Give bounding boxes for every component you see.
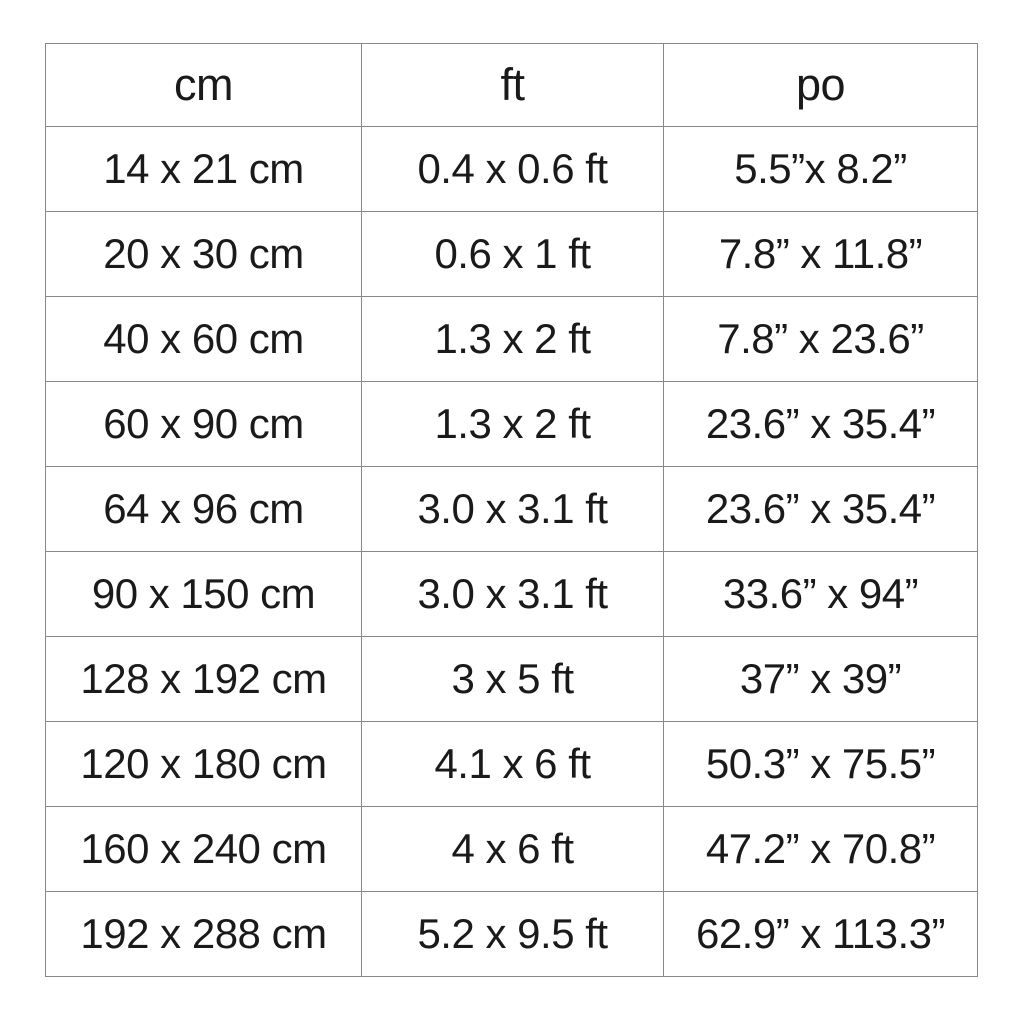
table-row [46,551,977,636]
table-cell: 7.8” x 23.6” [663,297,977,381]
table-cell: 1.3 x 2 ft [361,297,663,381]
header-cell-cm: cm [174,59,233,110]
table-cell: 20 x 30 cm [103,230,304,277]
header-cell-po: po [663,44,977,126]
table-cell: 4.1 x 6 ft [361,722,663,806]
table-row [46,806,977,891]
table-cell: 1.3 x 2 ft [361,382,663,466]
table-cell: 0.4 x 0.6 ft [361,127,663,211]
table-cell: 62.9” x 113.3” [663,892,977,976]
table-cell: 160 x 240 cm [80,825,327,872]
table-row [46,381,977,466]
table-cell: 3.0 x 3.1 ft [361,552,663,636]
table-cell: 5.5”x 8.2” [663,127,977,211]
header-cell-ft: ft [361,44,663,126]
table-row [46,891,977,976]
table-cell: 37” x 39” [663,637,977,721]
table-cell: 0.6 x 1 ft [361,212,663,296]
table-row [46,636,977,721]
table-cell: 3.0 x 3.1 ft [361,467,663,551]
table-cell: 90 x 150 cm [91,570,316,617]
table-row [46,211,977,296]
table-cell: 23.6” x 35.4” [663,467,977,551]
table-cell: 50.3” x 75.5” [663,722,977,806]
table-row [46,296,977,381]
table-cell: 60 x 90 cm [103,400,304,447]
table-cell: 192 x 288 cm [80,910,327,957]
table-header-row [46,44,977,126]
table-cell: 3 x 5 ft [361,637,663,721]
table-cell: 40 x 60 cm [103,315,304,362]
table-cell: 14 x 21 cm [103,145,304,192]
size-conversion-table [45,43,978,977]
table-row [46,126,977,211]
table-cell: 33.6” x 94” [663,552,977,636]
table-row [46,721,977,806]
table-cell: 5.2 x 9.5 ft [361,892,663,976]
table-cell: 64 x 96 cm [103,485,304,532]
table-row [46,466,977,551]
table-cell: 23.6” x 35.4” [663,382,977,466]
table-cell: 4 x 6 ft [361,807,663,891]
table-cell: 128 x 192 cm [80,655,327,702]
table-cell: 47.2” x 70.8” [663,807,977,891]
table-cell: 120 x 180 cm [80,740,327,787]
table-body [46,126,977,976]
table-cell: 7.8” x 11.8” [663,212,977,296]
